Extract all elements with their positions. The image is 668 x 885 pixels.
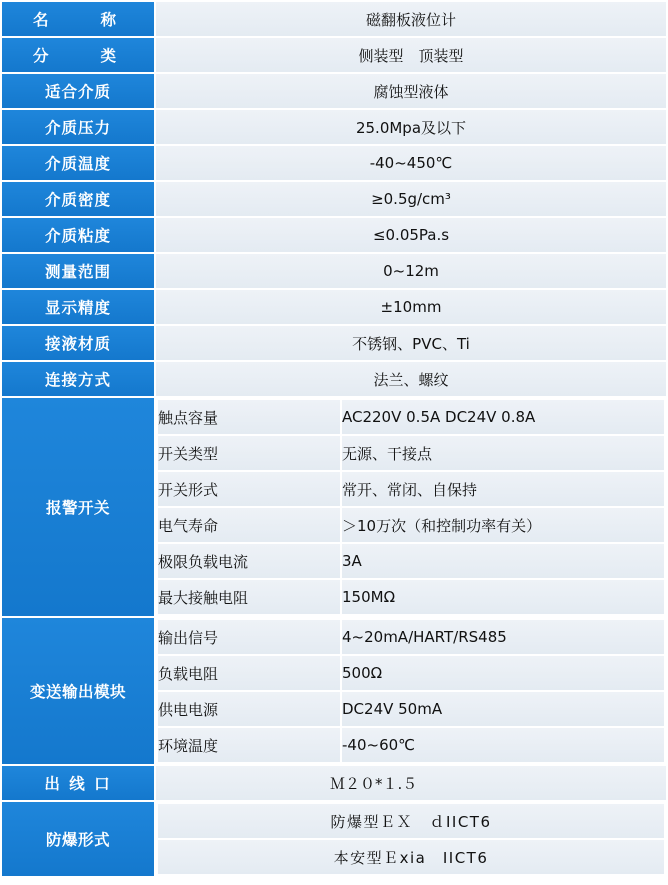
table-row xyxy=(2,2,666,36)
sub-row xyxy=(158,436,664,470)
sub-row xyxy=(158,544,664,578)
group-label-alarm-switch: 报警开关 xyxy=(2,398,154,616)
sub-row-value: 3A xyxy=(342,544,664,578)
table-row xyxy=(2,254,666,288)
table-body xyxy=(2,2,666,876)
sub-row-value: 4~20mA/HART/RS485 xyxy=(342,620,664,654)
row-value: 法兰、螺纹 xyxy=(156,362,666,396)
sub-row xyxy=(158,656,664,690)
sub-row-name: 电气寿命 xyxy=(158,508,340,542)
row-label-text: 名 称 xyxy=(32,11,123,29)
group-content-alarm-switch xyxy=(156,398,666,616)
sub-row-value: AC220V 0.5A DC24V 0.8A xyxy=(342,400,664,434)
sub-row xyxy=(158,580,664,614)
group-content-transmitter xyxy=(156,618,666,764)
table-row xyxy=(2,38,666,72)
sub-row xyxy=(158,840,664,874)
row-value: 25.0Mpa及以下 xyxy=(156,110,666,144)
row-label-outlet xyxy=(2,766,154,800)
table-row-group-explosion-proof xyxy=(2,802,666,876)
sub-row-value: -40~60℃ xyxy=(342,728,664,762)
row-label xyxy=(2,2,154,36)
explosion-proof-inner-table xyxy=(156,802,666,876)
row-label: 显示精度 xyxy=(2,290,154,324)
outlet-value-text: Ｍ２０*１.５ xyxy=(330,774,418,793)
row-value: ±10mm xyxy=(156,290,666,324)
row-label-text: 分 类 xyxy=(32,47,123,65)
row-label-text: 出 线 口 xyxy=(44,775,112,793)
table-row xyxy=(2,326,666,360)
row-value: -40~450℃ xyxy=(156,146,666,180)
row-value: ≥0.5g/cm³ xyxy=(156,182,666,216)
sub-row-value: 无源、干接点 xyxy=(342,436,664,470)
table-row xyxy=(2,362,666,396)
table-row xyxy=(2,110,666,144)
sub-row xyxy=(158,400,664,434)
row-value: 磁翻板液位计 xyxy=(156,2,666,36)
table-row xyxy=(2,74,666,108)
sub-row-value: 500Ω xyxy=(342,656,664,690)
row-label: 介质温度 xyxy=(2,146,154,180)
explosion-proof-value: 防爆型ＥＸ ｄIICT6 xyxy=(158,804,664,838)
sub-row-name: 极限负载电流 xyxy=(158,544,340,578)
row-value-outlet xyxy=(156,766,666,800)
row-label: 适合介质 xyxy=(2,74,154,108)
sub-row xyxy=(158,472,664,506)
table-row xyxy=(2,146,666,180)
sub-row xyxy=(158,620,664,654)
table-row xyxy=(2,182,666,216)
table-row-group-transmitter xyxy=(2,618,666,764)
sub-row-name: 触点容量 xyxy=(158,400,340,434)
sub-row-name: 开关形式 xyxy=(158,472,340,506)
transmitter-inner-table xyxy=(156,618,666,764)
sub-row-name: 最大接触电阻 xyxy=(158,580,340,614)
group-label-explosion-proof: 防爆形式 xyxy=(2,802,154,876)
group-label-transmitter: 变送输出模块 xyxy=(2,618,154,764)
sub-row xyxy=(158,692,664,726)
row-value: 0~12m xyxy=(156,254,666,288)
row-label: 介质密度 xyxy=(2,182,154,216)
alarm-switch-inner-table xyxy=(156,398,666,616)
sub-row-value: 常开、常闭、自保持 xyxy=(342,472,664,506)
row-label xyxy=(2,38,154,72)
sub-row-name: 开关类型 xyxy=(158,436,340,470)
sub-row xyxy=(158,508,664,542)
sub-row-value: DC24V 50mA xyxy=(342,692,664,726)
sub-row-name: 负载电阻 xyxy=(158,656,340,690)
sub-row-name: 供电电源 xyxy=(158,692,340,726)
row-value: 腐蚀型液体 xyxy=(156,74,666,108)
row-label: 介质粘度 xyxy=(2,218,154,252)
row-value: ≤0.05Pa.s xyxy=(156,218,666,252)
table-row xyxy=(2,290,666,324)
sub-row-name: 环境温度 xyxy=(158,728,340,762)
sub-row-name: 输出信号 xyxy=(158,620,340,654)
row-label: 介质压力 xyxy=(2,110,154,144)
row-value: 侧装型 顶装型 xyxy=(156,38,666,72)
sub-row xyxy=(158,804,664,838)
explosion-proof-value: 本安型Ｅxia IICT6 xyxy=(158,840,664,874)
table-row xyxy=(2,766,666,800)
group-content-explosion-proof xyxy=(156,802,666,876)
row-label: 连接方式 xyxy=(2,362,154,396)
row-label: 接液材质 xyxy=(2,326,154,360)
row-label: 测量范围 xyxy=(2,254,154,288)
table-row xyxy=(2,218,666,252)
table-row-group-alarm-switch xyxy=(2,398,666,616)
row-value: 不锈钢、PVC、Ti xyxy=(156,326,666,360)
sub-row-value: ＞10万次（和控制功率有关） xyxy=(342,508,664,542)
sub-row-value: 150MΩ xyxy=(342,580,664,614)
sub-row xyxy=(158,728,664,762)
